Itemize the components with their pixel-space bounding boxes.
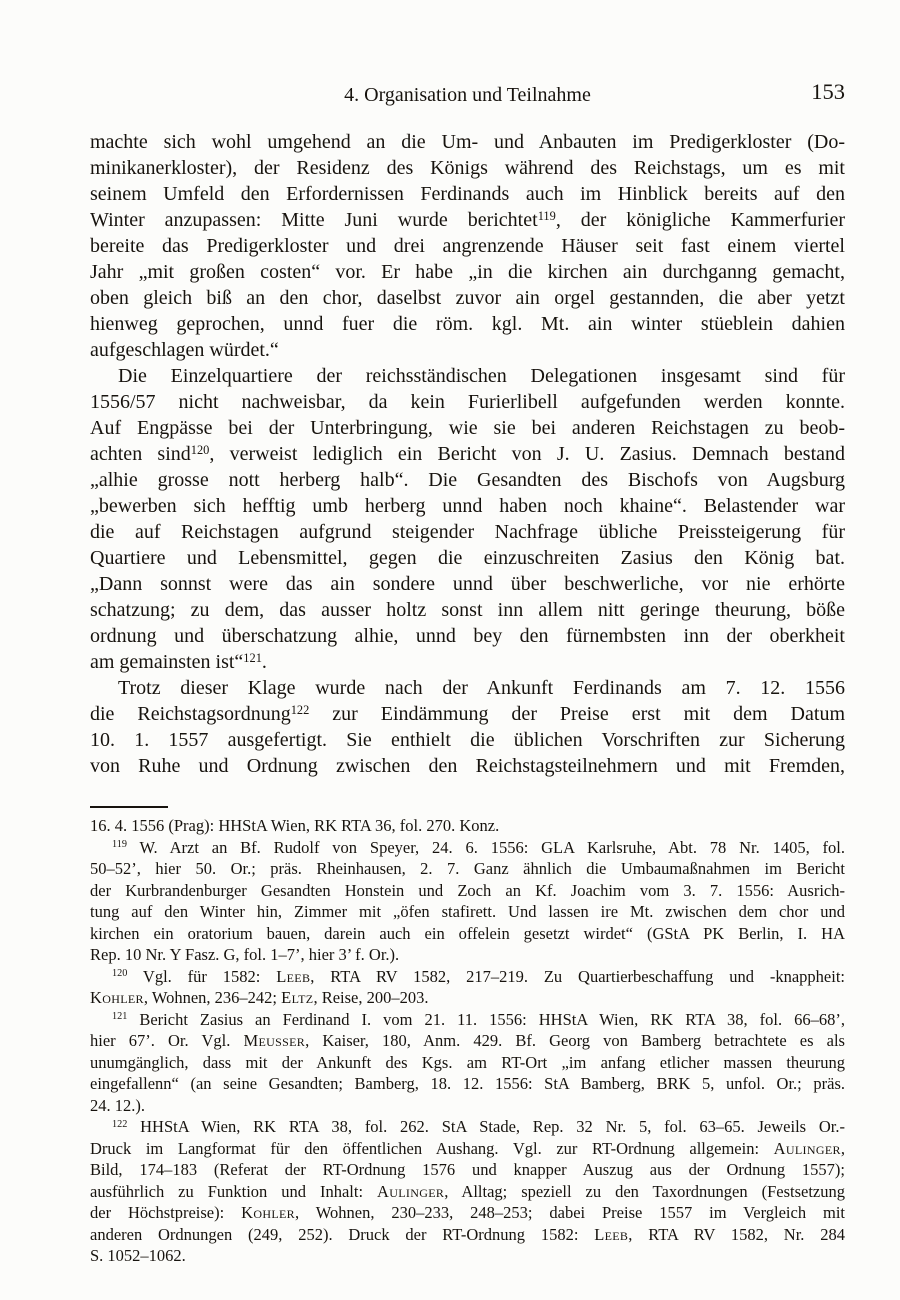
- page-header: [90, 79, 845, 108]
- text-line: 50–52’, hier 50. Or.; präs. Rheinhausen, 2. 7. Ganz ähnlich die Umbaumaßnahmen im Bericht: [90, 859, 845, 878]
- text-line: schatzung; zu dem, das ausser holtz sonst inn allem nitt geringe theurung, böße: [90, 599, 845, 621]
- footnote: [90, 837, 845, 966]
- footnotes: [90, 815, 845, 1267]
- text-line: Druck im Langformat für den öffentlichen Aushang. Vgl. zur RT-Ordnung allgemein: Aulinger,: [90, 1138, 845, 1158]
- text-line: Bild, 174–183 (Referat der RT-Ordnung 1576 und knapper Auszug aus der Ordnung 1557);: [90, 1160, 845, 1179]
- text-line: minikanerkloster), der Residenz des Königs während des Reichstags, um es mit: [90, 157, 845, 179]
- text-line: eingefallenn“ (an seine Gesandten; Bamberg, 18. 12. 1556: StA Bamberg, BRK 5, unfol. Or.; präs.: [90, 1074, 845, 1093]
- text-line: 10. 1. 1557 ausgefertigt. Sie enthielt die üblichen Vorschriften zur Sicherung: [90, 729, 845, 751]
- text-line: der Kurbrandenburger Gesandten Honstein und Zoch an Kf. Joachim vom 3. 7. 1556: Ausrich-: [90, 880, 845, 900]
- footnote-number: 119: [112, 839, 127, 851]
- text-line: kirchen ein oratorium bauen, darein auch ein offelein gesetzt wirdet“ (GStA PK Berlin, I. HA: [90, 923, 845, 943]
- footnote-number: 121: [112, 1011, 128, 1023]
- author-name-smallcaps: Eltz: [281, 988, 314, 1007]
- footnote: [90, 966, 845, 1009]
- text-line: „bewerben sich hefftig umb herberg unnd haben noch khaine“. Belastender war: [90, 495, 845, 517]
- text-line: Auf Engpässe bei der Unterbringung, wie sie bei anderen Reichstagen zu beob-: [90, 417, 845, 439]
- text-line: bereite das Predigerkloster und drei angrenzende Häuser seit fast einem viertel: [90, 235, 845, 257]
- text-line: hienweg geprochen, unnd fuer die röm. kgl. Mt. ain winter stüeblein dahien: [90, 313, 845, 335]
- text-line: aufgeschlagen würdet.“: [90, 339, 279, 361]
- text-line: tung auf den Winter hin, Zimmer mit „öfen stafirett. Und lassen ire Mt. zwischen dem chor und: [90, 902, 845, 921]
- author-name-smallcaps: Aulinger: [377, 1181, 445, 1201]
- author-name-smallcaps: Meusser: [243, 1031, 306, 1050]
- footnote: [90, 1009, 845, 1117]
- text-line: anderen Ordnungen (249, 252). Druck der RT-Ordnung 1582: Leeb, RTA RV 1582, Nr. 284: [90, 1224, 845, 1244]
- footnote-ref: 120: [190, 442, 210, 457]
- text-line: machte sich wohl umgehend an die Um- und Anbauten im Predigerkloster (Do-: [90, 131, 845, 153]
- text-line: Jahr „mit großen costen“ vor. Er habe „in die kirchen ain durchganng gemacht,: [90, 261, 845, 283]
- text-line: die Reichstagsordnung$^{122}$ zur Eindämmung der Preise erst mit dem Datum: [90, 702, 845, 725]
- text-line: 24. 12.).: [90, 1095, 145, 1115]
- footnote-number: 122: [112, 1118, 128, 1130]
- author-name-smallcaps: Leeb: [276, 966, 311, 986]
- text-line: von Ruhe und Ordnung zwischen den Reichstagsteilnehmern und mit Fremden,: [90, 755, 845, 777]
- text-line: Trotz dieser Klage wurde nach der Ankunft Ferdinands am 7. 12. 1556: [118, 677, 845, 699]
- footnote-separator-rule: [90, 806, 168, 808]
- text-line: 16. 4. 1556 (Prag): HHStA Wien, RK RTA 36, fol. 270. Konz.: [90, 816, 500, 835]
- text-line: 1556/57 nicht nachweisbar, da kein Furierlibell aufgefunden werden konnte.: [90, 391, 845, 413]
- text-line: achten sind$^{120}$, verweist lediglich ein Bericht von J. U. Zasius. Demnach bestand: [90, 442, 846, 465]
- author-name-smallcaps: Leeb: [594, 1224, 629, 1244]
- footnote-ref: 121: [243, 650, 262, 665]
- text-line: ausführlich zu Funktion und Inhalt: Aulinger, Alltag; speziell zu den Taxordnungen (Festsetzung: [90, 1181, 845, 1201]
- text-line: $^{120}$ Vgl. für 1582: Leeb, RTA RV 1582, 217–219. Zu Quartierbeschaffung und -knappheit:: [112, 966, 845, 986]
- text-line: ordnung und überschatzung alhie, unnd bey den fürnembsten inn der oberkheit: [90, 625, 845, 647]
- text-line: Kohler, Wohnen, 236–242; Eltz, Reise, 200–203.: [90, 988, 429, 1007]
- footnote-ref: 119: [537, 208, 556, 223]
- text-line: $^{121}$ Bericht Zasius an Ferdinand I. vom 21. 11. 1556: HHStA Wien, RK RTA 38, fol. 66–68’,: [112, 1009, 845, 1029]
- footnote-ref: 122: [290, 702, 310, 717]
- paragraph: [90, 129, 845, 363]
- text-line: unumgänglich, dass mit der Ankunft des Kgs. am RT-Ort „im anfang etlicher massen theurung: [90, 1052, 845, 1072]
- text-line: oben gleich biß an den chor, daselbst zuvor ain orgel gestannden, die aber yetzt: [90, 287, 845, 309]
- text-line: $^{122}$ HHStA Wien, RK RTA 38, fol. 262. StA Stade, Rep. 32 Nr. 5, fol. 63–65. Jeweils Or.-: [112, 1117, 845, 1136]
- text-line: „Dann sonnst were das ain sondere unnd über beschwerliche, vor nie erhörte: [90, 573, 845, 595]
- author-name-smallcaps: Kohler: [241, 1203, 296, 1222]
- author-name-smallcaps: Aulinger: [773, 1138, 841, 1158]
- footnote: [90, 1116, 845, 1267]
- author-name-smallcaps: Kohler: [90, 988, 144, 1007]
- text-line: der Höchstpreise): Kohler, Wohnen, 230–233, 248–253; dabei Preise 1557 im Vergleich mit: [90, 1203, 845, 1222]
- paragraph: [90, 363, 845, 675]
- footnote-number: 120: [112, 968, 128, 980]
- book-page: [90, 0, 845, 1267]
- page-number: 153: [811, 79, 845, 104]
- text-line: S. 1052–1062.: [90, 1246, 186, 1265]
- running-head: 4. Organisation und Teilnahme: [344, 84, 591, 106]
- text-line: Winter anzupassen: Mitte Juni wurde berichtet$^{119}$, der königliche Kammerfurier: [90, 208, 845, 231]
- text-line: die auf Reichstagen aufgrund steigender Nachfrage übliche Preissteigerung für: [90, 521, 845, 543]
- footnote: [90, 815, 845, 837]
- text-line: seinem Umfeld den Erfordernissen Ferdinands auch im Hinblick bereits auf den: [90, 183, 845, 205]
- text-line: hier 67’. Or. Vgl. Meusser, Kaiser, 180, Anm. 429. Bf. Georg von Bamberg betrachtete es als: [90, 1031, 845, 1050]
- paragraph: [90, 675, 845, 779]
- body-text: [90, 129, 845, 779]
- text-line: Quartiere und Lebensmittel, gegen die einzuschreiten Zasius den König bat.: [90, 547, 845, 569]
- text-line: „alhie grosse nott herberg halb“. Die Gesandten des Bischofs von Augsburg: [90, 469, 845, 491]
- text-line: Die Einzelquartiere der reichsständischen Delegationen insgesamt sind für: [118, 365, 845, 387]
- text-line: am gemainsten ist“$^{121}$.: [90, 650, 267, 673]
- text-line: $^{119}$ W. Arzt an Bf. Rudolf von Speyer, 24. 6. 1556: GLA Karlsruhe, Abt. 78 Nr. 1405, fol.: [112, 837, 845, 857]
- text-line: Rep. 10 Nr. Y Fasz. G, fol. 1–7’, hier 3’ f. Or.).: [90, 945, 400, 964]
